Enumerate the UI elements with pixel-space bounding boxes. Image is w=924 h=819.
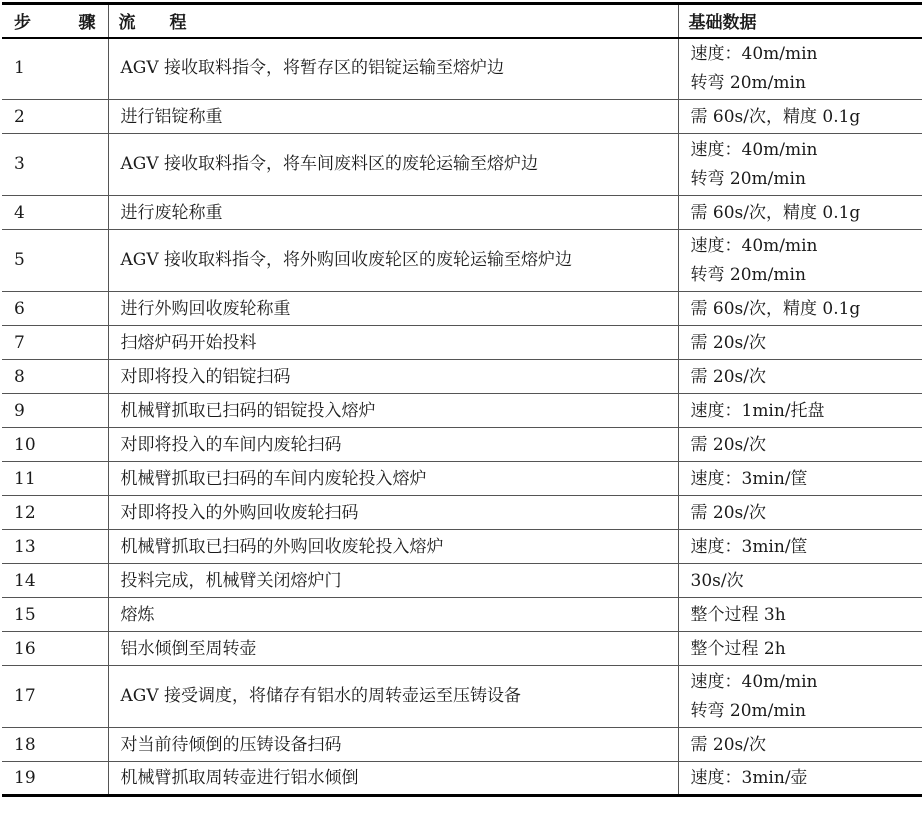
header-step-char-1: 步 bbox=[14, 13, 31, 34]
header-basis: 基础数据 bbox=[678, 4, 922, 38]
cell-basis bbox=[678, 564, 922, 598]
table-row bbox=[2, 292, 922, 326]
table-row bbox=[2, 530, 922, 564]
table-body bbox=[2, 38, 922, 796]
cell-basis-line: 需 60s/次，精度 0.1g bbox=[690, 202, 861, 223]
cell-basis bbox=[678, 292, 922, 326]
header-process-char-1: 流 bbox=[118, 13, 136, 34]
cell-process: 投料完成，机械臂关闭熔炉门 bbox=[108, 564, 678, 598]
cell-basis-line: 需 20s/次 bbox=[690, 734, 766, 755]
cell-process: 机械臂抓取周转壶进行铝水倾倒 bbox=[108, 762, 678, 796]
cell-step: 4 bbox=[2, 196, 108, 230]
cell-basis bbox=[678, 762, 922, 796]
table-row bbox=[2, 728, 922, 762]
table-row bbox=[2, 496, 922, 530]
cell-basis bbox=[678, 598, 922, 632]
cell-process: 铝水倾倒至周转壶 bbox=[108, 632, 678, 666]
cell-step: 1 bbox=[2, 38, 108, 100]
cell-step: 13 bbox=[2, 530, 108, 564]
cell-step: 6 bbox=[2, 292, 108, 326]
cell-process: 扫熔炉码开始投料 bbox=[108, 326, 678, 360]
cell-basis bbox=[678, 230, 922, 292]
cell-process: 熔炼 bbox=[108, 598, 678, 632]
table-row bbox=[2, 762, 922, 796]
cell-step: 14 bbox=[2, 564, 108, 598]
cell-process: 机械臂抓取已扫码的铝锭投入熔炉 bbox=[108, 394, 678, 428]
cell-basis-line: 30s/次 bbox=[690, 570, 744, 591]
table-row bbox=[2, 632, 922, 666]
cell-basis-line: 整个过程 3h bbox=[690, 604, 786, 625]
cell-process: 机械臂抓取已扫码的外购回收废轮投入熔炉 bbox=[108, 530, 678, 564]
cell-basis-line: 转弯 20m/min bbox=[690, 700, 806, 721]
cell-step: 7 bbox=[2, 326, 108, 360]
cell-basis bbox=[678, 38, 922, 100]
cell-step: 19 bbox=[2, 762, 108, 796]
table-row bbox=[2, 326, 922, 360]
table-row bbox=[2, 428, 922, 462]
cell-basis bbox=[678, 632, 922, 666]
cell-basis bbox=[678, 530, 922, 564]
cell-step: 10 bbox=[2, 428, 108, 462]
cell-process: AGV 接受调度，将储存有铝水的周转壶运至压铸设备 bbox=[108, 666, 678, 728]
cell-process: 对即将投入的外购回收废轮扫码 bbox=[108, 496, 678, 530]
process-table bbox=[2, 2, 922, 797]
cell-process: AGV 接收取料指令，将暂存区的铝锭运输至熔炉边 bbox=[108, 38, 678, 100]
header-process-char-2: 程 bbox=[169, 13, 187, 34]
cell-basis-line: 速度：3min/壶 bbox=[690, 768, 808, 788]
table-row bbox=[2, 134, 922, 196]
cell-basis-line: 需 20s/次 bbox=[690, 332, 766, 353]
cell-basis bbox=[678, 666, 922, 728]
header-step bbox=[2, 4, 108, 38]
cell-basis-line: 速度：40m/min bbox=[690, 235, 818, 256]
cell-process: 进行外购回收废轮称重 bbox=[108, 292, 678, 326]
cell-basis-line: 速度：3min/筐 bbox=[690, 536, 808, 557]
table-row bbox=[2, 360, 922, 394]
cell-basis-line: 速度：40m/min bbox=[690, 43, 818, 64]
cell-step: 5 bbox=[2, 230, 108, 292]
cell-process: 进行铝锭称重 bbox=[108, 100, 678, 134]
cell-basis bbox=[678, 134, 922, 196]
cell-basis-line: 需 20s/次 bbox=[690, 502, 766, 523]
cell-basis bbox=[678, 394, 922, 428]
cell-step: 18 bbox=[2, 728, 108, 762]
cell-basis-line: 需 20s/次 bbox=[690, 434, 766, 455]
cell-process: AGV 接收取料指令，将车间废料区的废轮运输至熔炉边 bbox=[108, 134, 678, 196]
cell-basis bbox=[678, 326, 922, 360]
cell-basis-line: 转弯 20m/min bbox=[690, 168, 806, 189]
cell-basis bbox=[678, 462, 922, 496]
cell-process: 对当前待倾倒的压铸设备扫码 bbox=[108, 728, 678, 762]
table-row bbox=[2, 196, 922, 230]
table-row bbox=[2, 100, 922, 134]
cell-basis bbox=[678, 496, 922, 530]
cell-step: 15 bbox=[2, 598, 108, 632]
cell-basis bbox=[678, 728, 922, 762]
cell-step: 9 bbox=[2, 394, 108, 428]
cell-process: 进行废轮称重 bbox=[108, 196, 678, 230]
table-row bbox=[2, 598, 922, 632]
cell-basis-line: 转弯 20m/min bbox=[690, 72, 806, 93]
cell-step: 17 bbox=[2, 666, 108, 728]
cell-process: 对即将投入的车间内废轮扫码 bbox=[108, 428, 678, 462]
cell-process: 对即将投入的铝锭扫码 bbox=[108, 360, 678, 394]
table-row bbox=[2, 230, 922, 292]
cell-basis-line: 速度：1min/托盘 bbox=[690, 400, 825, 421]
cell-basis-line: 整个过程 2h bbox=[690, 638, 786, 659]
cell-basis-line: 需 60s/次，精度 0.1g bbox=[690, 298, 861, 319]
cell-step: 11 bbox=[2, 462, 108, 496]
table-row bbox=[2, 564, 922, 598]
cell-process: 机械臂抓取已扫码的车间内废轮投入熔炉 bbox=[108, 462, 678, 496]
cell-basis-line: 速度：40m/min bbox=[690, 671, 818, 692]
cell-step: 2 bbox=[2, 100, 108, 134]
cell-basis-line: 需 60s/次，精度 0.1g bbox=[690, 106, 861, 127]
cell-basis-line: 转弯 20m/min bbox=[690, 264, 806, 285]
header-step-char-2: 骤 bbox=[78, 13, 96, 34]
process-table-container bbox=[2, 2, 922, 797]
header-process bbox=[108, 4, 678, 38]
cell-basis bbox=[678, 428, 922, 462]
table-row bbox=[2, 394, 922, 428]
cell-step: 8 bbox=[2, 360, 108, 394]
cell-basis bbox=[678, 100, 922, 134]
cell-step: 12 bbox=[2, 496, 108, 530]
cell-basis bbox=[678, 196, 922, 230]
cell-step: 16 bbox=[2, 632, 108, 666]
table-row bbox=[2, 462, 922, 496]
cell-basis-line: 速度：3min/筐 bbox=[690, 468, 808, 489]
cell-process: AGV 接收取料指令，将外购回收废轮区的废轮运输至熔炉边 bbox=[108, 230, 678, 292]
table-header-row bbox=[2, 4, 922, 38]
cell-basis bbox=[678, 360, 922, 394]
table-row bbox=[2, 666, 922, 728]
table-row bbox=[2, 38, 922, 100]
cell-basis-line: 需 20s/次 bbox=[690, 366, 766, 387]
cell-step: 3 bbox=[2, 134, 108, 196]
cell-basis-line: 速度：40m/min bbox=[690, 139, 818, 160]
